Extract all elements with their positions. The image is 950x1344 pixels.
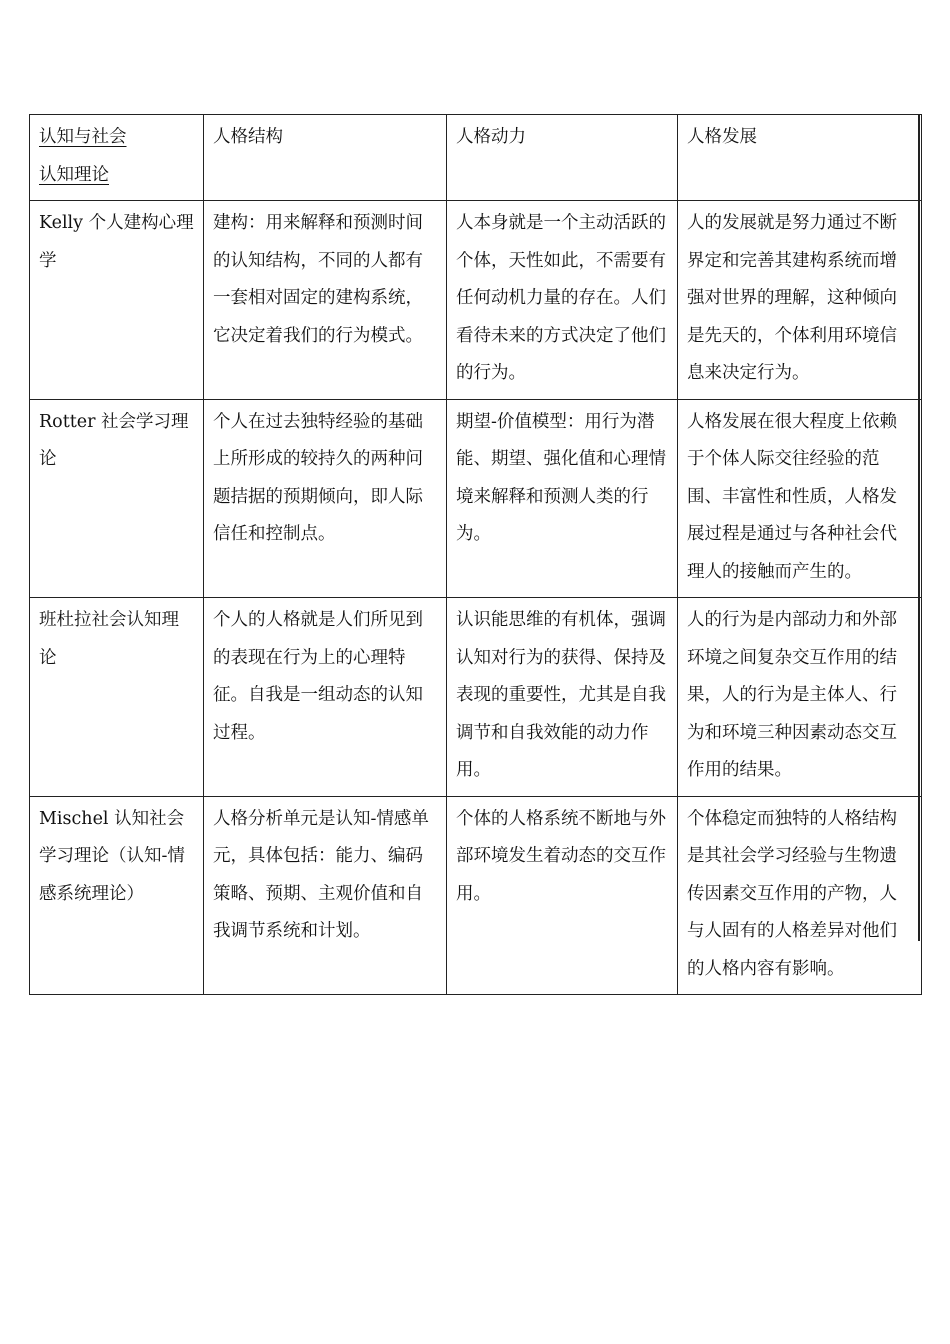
header-theory-line2: 认知理论: [39, 164, 109, 185]
table-row: [30, 796, 922, 995]
dynamics-cell: 认识能思维的有机体，强调认知对行为的获得、保持及表现的重要性，尤其是自我调节和自我效能的动力作用。: [447, 598, 678, 797]
header-dynamics-cell: 人格动力: [447, 115, 678, 201]
header-theory-cell: [30, 115, 204, 201]
development-cell: 个体稳定而独特的人格结构是其社会学习经验与生物遗传因素交互作用的产物，人与人固有的人格差异对他们的人格内容有影响。: [678, 796, 922, 995]
dynamics-cell: 人本身就是一个主动活跃的个体，天性如此，不需要有任何动机力量的存在。人们看待未来的方式决定了他们的行为。: [447, 201, 678, 400]
theory-comparison-table: [29, 114, 922, 995]
development-cell: 人格发展在很大程度上依赖于个体人际交往经验的范围、丰富性和性质，人格发展过程是通过与各种社会代理人的接触而产生的。: [678, 399, 922, 598]
table-row: [30, 598, 922, 797]
development-cell: 人的发展就是努力通过不断界定和完善其建构系统而增强对世界的理解，这种倾向是先天的，个体利用环境信息来决定行为。: [678, 201, 922, 400]
table-right-border: [918, 114, 920, 941]
dynamics-cell: 期望-价值模型：用行为潜能、期望、强化值和心理情境来解释和预测人类的行为。: [447, 399, 678, 598]
table-row: [30, 399, 922, 598]
table-header-row: [30, 115, 922, 201]
header-development-cell: 人格发展: [678, 115, 922, 201]
theory-name-cell: Rotter 社会学习理论: [30, 399, 204, 598]
dynamics-cell: 个体的人格系统不断地与外部环境发生着动态的交互作用。: [447, 796, 678, 995]
theory-name-cell: 班杜拉社会认知理论: [30, 598, 204, 797]
structure-cell: 人格分析单元是认知-情感单元，具体包括：能力、编码策略、预期、主观价值和自我调节系统和计划。: [204, 796, 447, 995]
theory-name-cell: Kelly 个人建构心理学: [30, 201, 204, 400]
header-theory-line1: 认知与社会: [39, 127, 127, 147]
table-row: [30, 201, 922, 400]
header-structure-cell: 人格结构: [204, 115, 447, 201]
development-cell: 人的行为是内部动力和外部环境之间复杂交互作用的结果，人的行为是主体人、行为和环境三种因素动态交互作用的结果。: [678, 598, 922, 797]
structure-cell: 建构：用来解释和预测时间的认知结构，不同的人都有一套相对固定的建构系统，它决定着我们的行为模式。: [204, 201, 447, 400]
structure-cell: 个人在过去独特经验的基础上所形成的较持久的两种问题拮据的预期倾向，即人际信任和控制点。: [204, 399, 447, 598]
theory-name-cell: Mischel 认知社会学习理论（认知-情感系统理论）: [30, 796, 204, 995]
structure-cell: 个人的人格就是人们所见到的表现在行为上的心理特征。自我是一组动态的认知过程。: [204, 598, 447, 797]
